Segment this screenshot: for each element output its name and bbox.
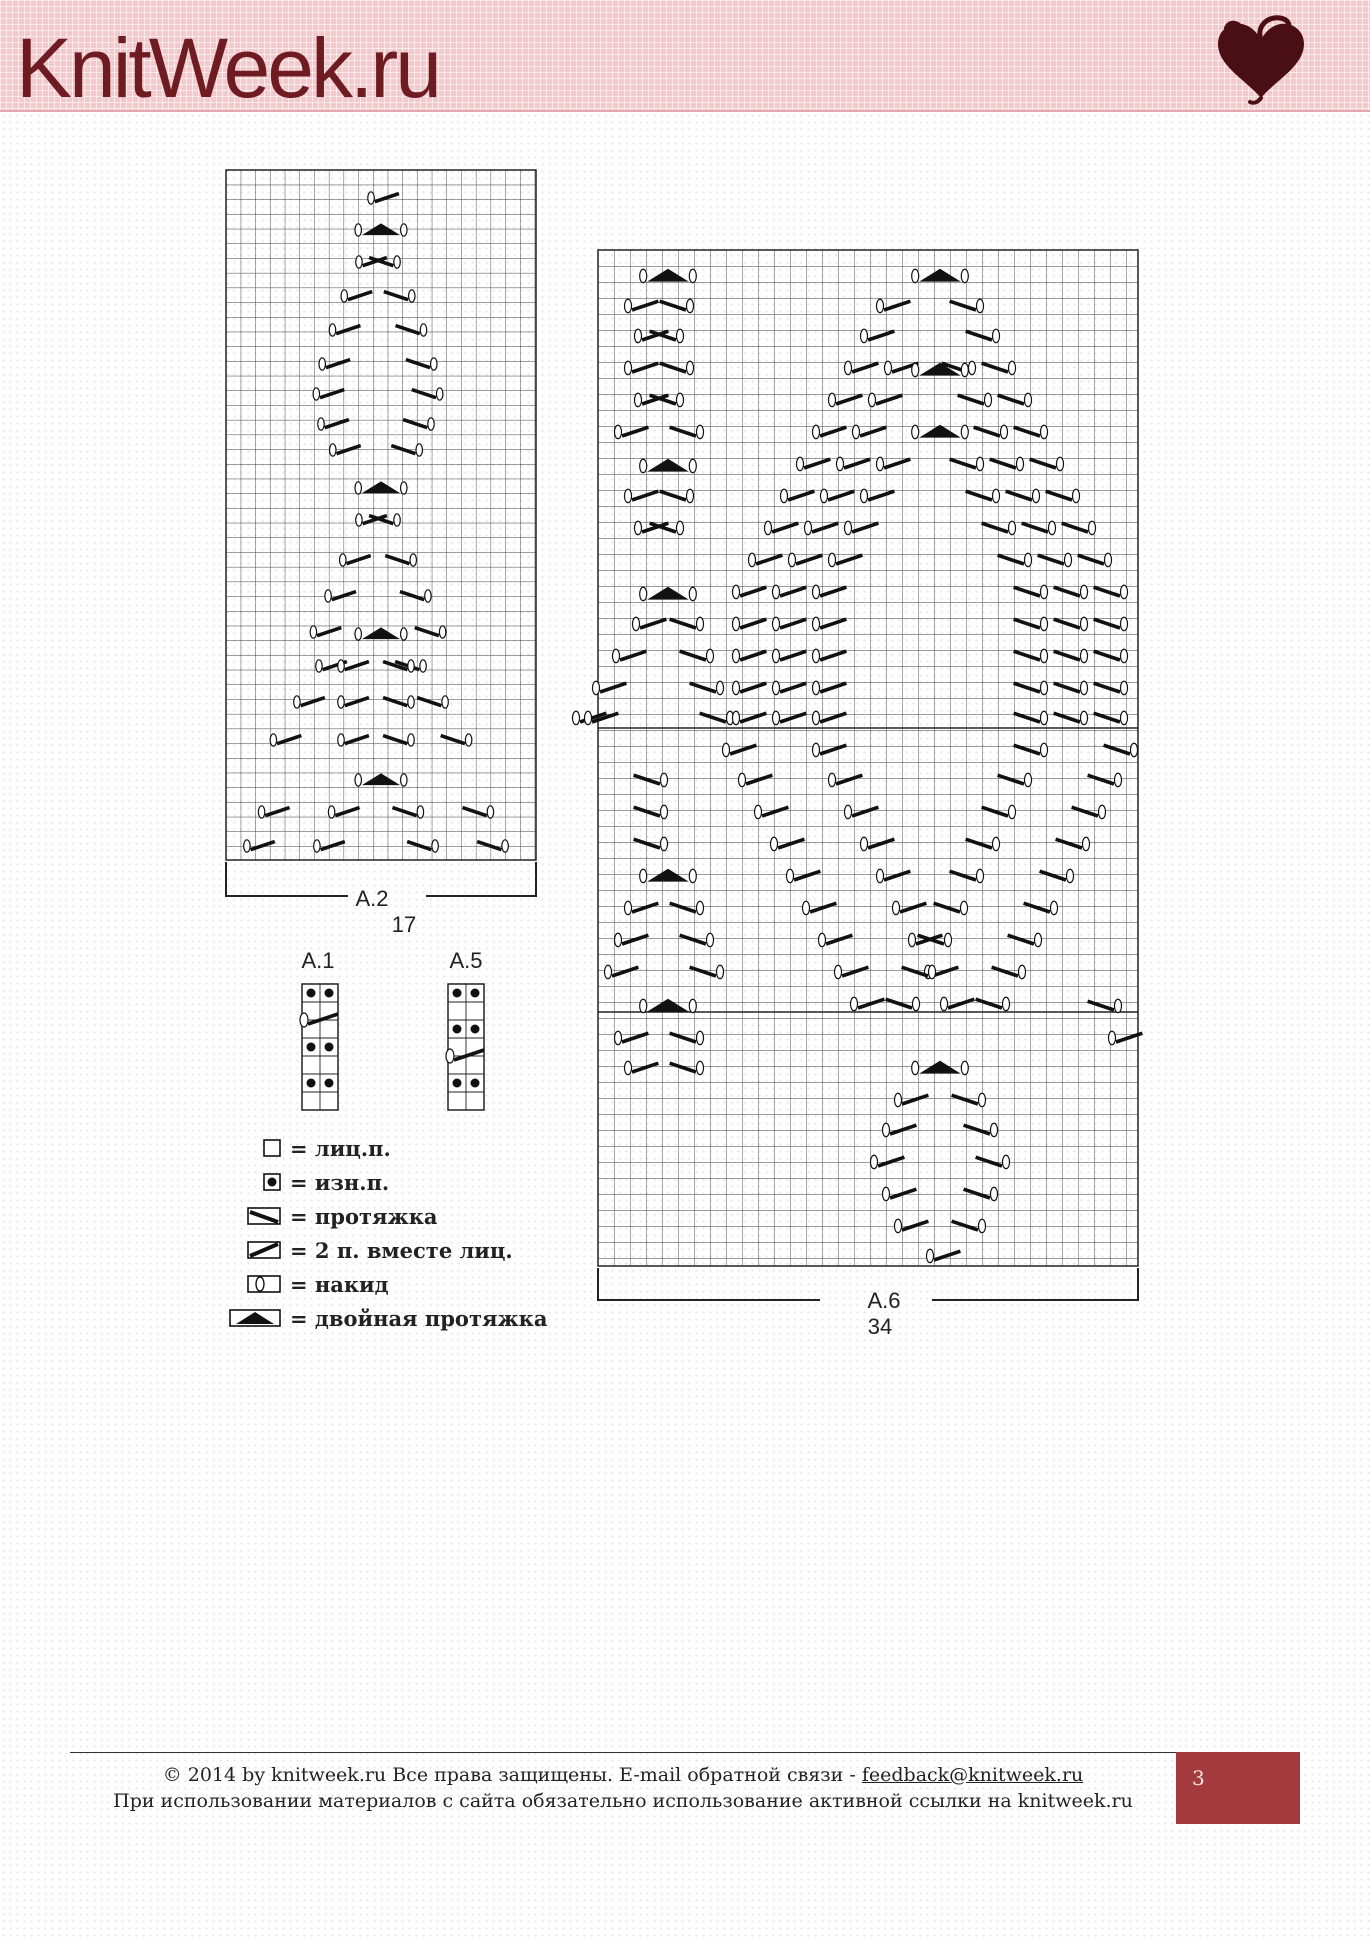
purl-dot: [453, 1025, 462, 1034]
yarn-over-mark: [686, 489, 693, 502]
yarn-over-mark: [676, 393, 683, 406]
yarn-over-mark: [1088, 521, 1095, 534]
yarn-over-mark: [961, 269, 968, 282]
page-number: 3: [1192, 1766, 1205, 1790]
yarn-over-mark: [1040, 711, 1047, 724]
yarn-over-mark: [860, 837, 867, 850]
yarn-over-mark: [442, 696, 448, 708]
yarn-over-mark: [1024, 393, 1031, 406]
yarn-over-mark: [355, 224, 361, 236]
yarn-over-mark: [1072, 489, 1079, 502]
yarn-over-mark: [401, 628, 407, 640]
yarn-over-mark: [722, 743, 729, 756]
yarn-over-mark: [992, 329, 999, 342]
yarn-over-mark: [686, 361, 693, 374]
yarn-over-mark: [1032, 489, 1039, 502]
yarn-over-mark: [640, 999, 647, 1012]
yarn-over-mark: [812, 649, 819, 662]
yarn-over-mark: [338, 696, 344, 708]
yarn-over-mark: [1000, 425, 1007, 438]
yarn-over-mark: [634, 329, 641, 342]
yarn-over-mark: [640, 587, 647, 600]
yarn-over-mark: [401, 774, 407, 786]
yarn-over-mark: [976, 869, 983, 882]
yarn-over-mark: [1024, 553, 1031, 566]
yarn-over-mark: [356, 514, 362, 526]
yarn-over-mark: [632, 617, 639, 630]
yarn-over-mark: [1034, 933, 1041, 946]
yarn-over-mark: [660, 773, 667, 786]
yarn-over-mark: [732, 711, 739, 724]
yarn-over-mark: [882, 1123, 889, 1136]
yarn-over-mark: [409, 290, 415, 302]
yarn-over-mark: [788, 553, 795, 566]
yarn-over-mark: [844, 361, 851, 374]
legend-label-yarn-over: = накид: [290, 1272, 389, 1297]
yarn-over-mark: [928, 965, 935, 978]
yarn-over-mark: [465, 734, 471, 746]
yarn-over-mark: [892, 901, 899, 914]
yarn-over-mark: [1120, 585, 1127, 598]
yarn-over-mark: [976, 299, 983, 312]
yarn-over-mark: [394, 256, 400, 268]
yarn-over-mark: [978, 1093, 985, 1106]
yarn-over-mark: [876, 299, 883, 312]
yarn-over-mark: [640, 869, 647, 882]
yarn-over-mark: [676, 329, 683, 342]
yarn-over-mark: [834, 965, 841, 978]
yarn-over-mark: [689, 459, 696, 472]
purl-dot: [307, 1079, 316, 1088]
yarn-over-mark: [356, 256, 362, 268]
yarn-over-mark: [772, 649, 779, 662]
yarn-over-mark: [431, 358, 437, 370]
yarn-over-mark: [796, 457, 803, 470]
chart-a6: [572, 250, 1142, 1339]
yarn-over-mark: [804, 521, 811, 534]
yarn-over-mark: [640, 459, 647, 472]
yarn-over-mark: [968, 361, 975, 374]
chart-a1: [300, 948, 338, 1110]
yarn-over-mark: [401, 482, 407, 494]
yarn-over-mark: [1008, 521, 1015, 534]
yarn-over-mark: [432, 840, 438, 852]
yarn-over-mark: [614, 1031, 621, 1044]
yarn-over-mark: [1104, 553, 1111, 566]
yarn-over-mark: [428, 418, 434, 430]
yarn-over-mark: [1002, 997, 1009, 1010]
yarn-over-mark: [732, 585, 739, 598]
yarn-over-mark: [624, 489, 631, 502]
yarn-over-mark: [355, 774, 361, 786]
yarn-over-mark: [313, 388, 319, 400]
yarn-over-mark: [300, 1013, 308, 1027]
symbol-legend: [230, 1136, 548, 1331]
yarn-over-mark: [314, 840, 320, 852]
yarn-over-mark: [716, 965, 723, 978]
yarn-over-mark: [960, 901, 967, 914]
yarn-over-mark: [355, 482, 361, 494]
yarn-over-mark: [772, 681, 779, 694]
legend-item-double-decrease: [230, 1306, 548, 1331]
yarn-over-mark: [828, 393, 835, 406]
legend-item-purl: [264, 1170, 389, 1195]
yarn-over-mark: [844, 521, 851, 534]
yarn-over-mark: [696, 901, 703, 914]
footer-copyright: © 2014 by knitweek.ru Все права защищены. E-mail обратной связи -: [162, 1764, 856, 1786]
yarn-over-mark: [329, 324, 335, 336]
legend-label-k2tog: = 2 п. вместе лиц.: [290, 1238, 513, 1263]
yarn-over-mark: [634, 393, 641, 406]
yarn-over-mark: [1050, 901, 1057, 914]
yarn-over-mark: [436, 388, 442, 400]
yarn-over-mark: [912, 269, 919, 282]
yarn-over-mark: [1016, 457, 1023, 470]
yarn-over-mark: [584, 711, 591, 724]
legend-label-knit: = лиц.п.: [290, 1136, 391, 1161]
yarn-over-mark: [732, 649, 739, 662]
legend-label-double-decrease: = двойная протяжка: [290, 1306, 548, 1331]
yarn-over-mark: [780, 489, 787, 502]
yarn-over-mark: [696, 617, 703, 630]
yarn-over-mark: [860, 489, 867, 502]
yarn-over-mark: [884, 361, 891, 374]
yarn-over-mark: [338, 734, 344, 746]
yarn-over-mark: [502, 840, 508, 852]
site-logo-text: KnitWeek.ru: [16, 21, 439, 115]
yarn-over-mark: [572, 711, 579, 724]
yarn-over-mark: [1082, 837, 1089, 850]
yarn-over-mark: [592, 681, 599, 694]
legend-item-yarn-over: [248, 1272, 389, 1297]
yarn-over-mark: [689, 999, 696, 1012]
purl-dot: [325, 1043, 334, 1052]
yarn-over-mark: [624, 299, 631, 312]
yarn-over-mark: [836, 457, 843, 470]
chart-a2-count: 17: [391, 912, 417, 937]
yarn-over-mark: [634, 521, 641, 534]
yarn-over-mark: [270, 734, 276, 746]
yarn-over-mark: [1080, 585, 1087, 598]
yarn-over-mark: [1108, 1031, 1115, 1044]
yarn-over-mark: [961, 1061, 968, 1074]
yarn-over-mark: [624, 361, 631, 374]
yarn-over-mark: [1040, 649, 1047, 662]
yarn-over-mark: [408, 660, 414, 672]
yarn-over-mark: [828, 553, 835, 566]
yarn-over-mark: [1080, 617, 1087, 630]
yarn-over-mark: [772, 585, 779, 598]
yarn-over-mark: [984, 393, 991, 406]
yarn-over-mark: [1114, 773, 1121, 786]
footer-copyright-line: [70, 1762, 1176, 1788]
yarn-over-mark: [1120, 711, 1127, 724]
yarn-over-mark: [944, 933, 951, 946]
yarn-over-mark: [1120, 649, 1127, 662]
yarn-over-mark: [716, 681, 723, 694]
yarn-over-mark: [640, 269, 647, 282]
yarn-over-mark: [676, 521, 683, 534]
yarn-over-mark: [1130, 743, 1137, 756]
yarn-over-mark: [660, 805, 667, 818]
yarn-over-mark: [1048, 521, 1055, 534]
yarn-over-mark: [812, 743, 819, 756]
purl-dot: [307, 989, 316, 998]
yarn-over-mark: [1002, 1155, 1009, 1168]
yarn-over-mark: [868, 393, 875, 406]
yarn-over-mark: [689, 869, 696, 882]
yarn-over-mark: [818, 933, 825, 946]
yarn-over-mark: [1008, 361, 1015, 374]
yarn-over-mark: [1066, 869, 1073, 882]
yarn-over-mark: [696, 425, 703, 438]
yarn-over-mark: [318, 418, 324, 430]
yarn-over-mark: [912, 425, 919, 438]
yarn-over-mark: [812, 711, 819, 724]
yarn-over-mark: [748, 553, 755, 566]
yarn-over-mark: [908, 933, 915, 946]
yarn-over-mark: [612, 649, 619, 662]
knit-square-icon: [264, 1140, 280, 1156]
yarn-over-mark: [990, 1187, 997, 1200]
yarn-over-mark: [420, 660, 426, 672]
yarn-over-mark: [876, 869, 883, 882]
yarn-over-mark: [319, 358, 325, 370]
yarn-over-mark: [487, 806, 493, 818]
yarn-over-mark: [812, 425, 819, 438]
yarn-over-mark: [1120, 681, 1127, 694]
yarn-over-mark: [1064, 553, 1071, 566]
purl-dot: [471, 1079, 480, 1088]
yarn-over-mark: [408, 696, 414, 708]
yarn-over-mark: [338, 660, 344, 672]
yarn-over-mark: [689, 269, 696, 282]
purl-dot: [325, 989, 334, 998]
yarn-over-mark: [772, 711, 779, 724]
yarn-over-mark: [852, 425, 859, 438]
yarn-over-mark: [754, 805, 761, 818]
legend-item-knit: [264, 1136, 391, 1161]
yarn-over-mark: [961, 363, 968, 376]
yarn-over-mark: [425, 590, 431, 602]
chart-a5: [446, 948, 484, 1110]
yarn-over-mark: [1114, 999, 1121, 1012]
yarn-over-mark: [325, 590, 331, 602]
yarn-over-mark: [912, 1061, 919, 1074]
yarn-over-mark: [294, 696, 300, 708]
yarn-over-mark: [870, 1155, 877, 1168]
yarn-over-mark: [1056, 457, 1063, 470]
yarn-over-mark: [860, 329, 867, 342]
yarn-over-mark: [732, 617, 739, 630]
yarn-over-mark: [340, 554, 346, 566]
yarn-over-mark: [1040, 425, 1047, 438]
yarn-over-mark: [961, 425, 968, 438]
yarn-over-mark: [850, 997, 857, 1010]
legend-item-k2tog: [248, 1238, 513, 1263]
yarn-over-mark: [446, 1049, 454, 1063]
footer-text: [70, 1762, 1176, 1814]
yarn-over-mark: [764, 521, 771, 534]
chart-a2: [226, 170, 536, 937]
yarn-over-mark: [417, 806, 423, 818]
yarn-over-mark: [614, 933, 621, 946]
yarn-over-mark: [416, 444, 422, 456]
chart-a6-count: 34: [867, 1314, 893, 1339]
yarn-over-mark: [882, 1187, 889, 1200]
yarn-over-mark: [328, 806, 334, 818]
purl-dot: [453, 989, 462, 998]
yarn-over-mark: [1018, 965, 1025, 978]
yarn-over-mark: [330, 444, 336, 456]
yarn-over-mark: [341, 290, 347, 302]
yarn-over-mark: [812, 617, 819, 630]
yarn-over-mark: [1024, 773, 1031, 786]
yarn-over-mark: [812, 585, 819, 598]
yarn-over-mark: [828, 773, 835, 786]
yarn-over-mark: [894, 1093, 901, 1106]
yarn-over-mark: [1080, 711, 1087, 724]
yarn-over-mark: [1120, 617, 1127, 630]
yarn-over-mark: [940, 997, 947, 1010]
yarn-over-mark: [316, 660, 322, 672]
yarn-over-mark: [355, 628, 361, 640]
footer-divider: [70, 1752, 1176, 1753]
yarn-over-mark: [926, 1249, 933, 1262]
yarn-over-mark: [1080, 649, 1087, 662]
yarn-over-mark: [772, 617, 779, 630]
legend-item-slip-decrease: [248, 1204, 438, 1229]
yarn-over-mark: [1040, 743, 1047, 756]
chart-a2-title: A.2: [355, 886, 389, 911]
yarn-over-mark: [1080, 681, 1087, 694]
footer-notice: При использовании материалов с сайта обязательно использование активной ссылки на knitweek.ru: [113, 1790, 1133, 1812]
yarn-over-mark: [912, 997, 919, 1010]
yarn-over-mark: [394, 514, 400, 526]
purl-dot: [453, 1079, 462, 1088]
feedback-email-link[interactable]: feedback@knitweek.ru: [861, 1764, 1084, 1786]
yarn-over-mark: [738, 773, 745, 786]
yarn-over-mark: [992, 489, 999, 502]
chart-a5-title: A.5: [449, 948, 483, 973]
yarn-over-mark: [689, 587, 696, 600]
yarn-over-mark: [1040, 681, 1047, 694]
yarn-over-mark: [978, 1219, 985, 1232]
yarn-over-mark: [310, 626, 316, 638]
yarn-over-mark: [439, 626, 445, 638]
page-number-badge: [1176, 1752, 1300, 1824]
yarn-over-mark: [876, 457, 883, 470]
yarn-over-mark: [696, 1031, 703, 1044]
yarn-over-mark: [624, 901, 631, 914]
yarn-over-mark: [976, 457, 983, 470]
purl-dot: [471, 1025, 480, 1034]
yarn-over-mark: [614, 425, 621, 438]
yarn-over-mark: [770, 837, 777, 850]
legend-label-purl: = изн.п.: [290, 1170, 390, 1195]
purl-dot: [471, 989, 480, 998]
yarn-over-mark: [408, 734, 414, 746]
yarn-over-mark: [706, 933, 713, 946]
yarn-over-mark: [401, 224, 407, 236]
yarn-over-mark: [732, 681, 739, 694]
yarn-over-mark: [706, 649, 713, 662]
yarn-over-mark: [660, 837, 667, 850]
yarn-over-mark: [992, 837, 999, 850]
yarn-over-mark: [686, 299, 693, 312]
yarn-over-mark: [786, 869, 793, 882]
yarn-over-mark: [990, 1123, 997, 1136]
legend-label-slip-decrease: = протяжка: [290, 1204, 438, 1229]
yarn-over-mark: [1098, 805, 1105, 818]
yarn-over-mark: [368, 192, 374, 204]
yarn-over-mark: [894, 1219, 901, 1232]
yarn-over-mark: [802, 901, 809, 914]
yarn-over-mark: [820, 489, 827, 502]
yarn-over-mark: [696, 1061, 703, 1074]
yarn-over-mark: [244, 840, 250, 852]
yarn-over-mark: [258, 806, 264, 818]
yarn-over-mark: [624, 1061, 631, 1074]
yarn-over-mark: [912, 363, 919, 376]
yarn-over-mark: [1040, 585, 1047, 598]
yarn-over-mark: [1008, 805, 1015, 818]
yarn-over-mark: [1040, 617, 1047, 630]
yarn-over-mark: [844, 805, 851, 818]
yarn-over-mark: [410, 554, 416, 566]
yarn-over-mark: [812, 681, 819, 694]
yarn-over-mark: [604, 965, 611, 978]
yarn-over-mark: [420, 324, 426, 336]
chart-a1-title: A.1: [301, 948, 335, 973]
purl-dot: [325, 1079, 334, 1088]
chart-a6-title: A.6: [867, 1288, 901, 1313]
purl-dot: [307, 1043, 316, 1052]
